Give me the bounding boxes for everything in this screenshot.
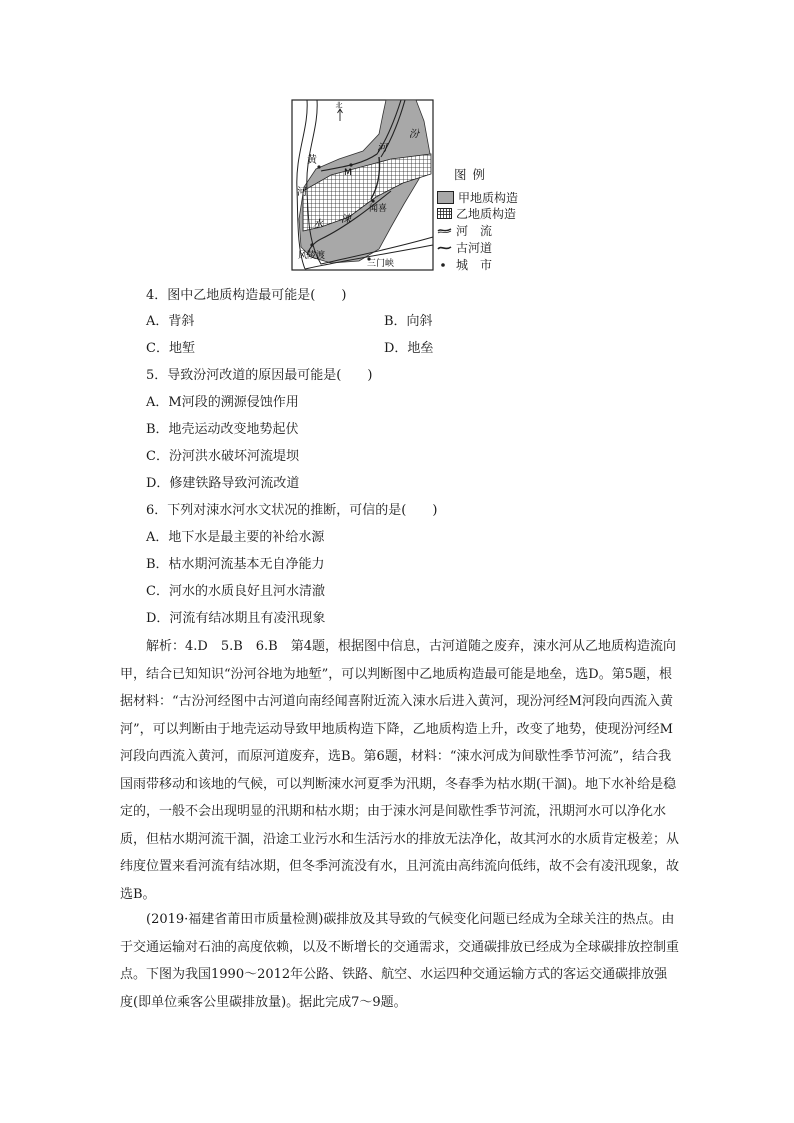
fenglingdu-label: 风陵渡 — [298, 251, 326, 261]
m-reach-label: M — [344, 168, 352, 178]
legend-label: 古河道 — [456, 240, 493, 255]
sanmenxia-label: 三门峡 — [367, 259, 395, 269]
old-river-icon — [437, 242, 452, 253]
su-label: 涑 — [341, 214, 351, 225]
grid-fill-icon — [437, 208, 452, 219]
city-marker — [317, 165, 320, 168]
analysis-text: 解析：4.D 5.B 6.B 第4题，根据图中信息，古河道随之废弃，涑水河从乙地质构造流向甲，结合已知知识“汾河谷地为地堑”，可以判断图中乙地质构造最可能是地垒，选D。第5题，根据材料：“古汾河经图中古河道向南经闻喜附近流入涑水后进入黄河，现汾河经M河段向西流入黄河”，可以判断由于地壳运动导致甲地质构造下降，乙地质构造上升，改变了地势，使现汾河经M河段向西流入黄河，而原河道废弃，选B。第6题，材料：“涑水河成为间歇性季节河流”，结合我国雨带移动和该地的气候，可以判断涑水河夏季为汛期，冬春季为枯水期(干涸)。地下水补给是稳定的，一般不会出现明显的汛期和枯水期；由于涑水河是间歇性季节河流，汛期河水可以净化水质，但枯水期河流干涸，沿途工业污水和生活污水的排放无法净化，故其河水的水质肯定极差；从纬度位置来看河流有结冰期，但冬季河流没有水，且河流由高纬流向低纬，故不会有凌汛现象，故选B。 — [120, 639, 680, 902]
city-icon — [437, 259, 452, 270]
question-5-stem: 5．导致汾河改道的原因最可能是( ) — [146, 368, 373, 383]
analysis-block — [120, 633, 680, 908]
legend-label: 甲地质构造 — [458, 190, 519, 205]
city-marker — [310, 243, 313, 246]
question-5-option-a: A．M河段的溯源侵蚀作用 — [146, 395, 299, 410]
question-5-option-b: B．地壳运动改变地势起伏 — [146, 422, 299, 437]
question-5-option-d: D．修建铁路导致河流改道 — [146, 476, 300, 491]
question-4-option-d: D．地垒 — [384, 341, 434, 356]
question-4-option-a: A．背斜 — [146, 314, 195, 329]
legend-label: 河 流 — [456, 223, 493, 238]
city-marker — [349, 163, 352, 166]
question-4-option-c: C．地堑 — [146, 341, 195, 356]
legend-item-yi — [437, 206, 516, 220]
legend-item-jia — [437, 190, 518, 204]
question-5-option-c: C．汾河洪水破坏河流堤坝 — [146, 449, 299, 464]
wenxi-label: 闻喜 — [369, 204, 388, 214]
huang-label: 黄 — [307, 155, 317, 166]
question-6-option-c: C．河水的水质良好且河水清澈 — [146, 584, 325, 599]
question-6-stem: 6．下列对涑水河水文状况的推断，可信的是( ) — [146, 503, 438, 518]
legend-item-city — [437, 257, 492, 271]
question-6-option-a: A．地下水是最主要的补给水源 — [146, 530, 325, 545]
geology-map — [291, 99, 434, 271]
legend-title: 图例 — [454, 167, 492, 182]
intro-text: (2019·福建省莆田市质量检测)碳排放及其导致的气候变化问题已经成为全球关注的热点。由于交通运输对石油的高度依赖，以及不断增长的交通需求，交通碳排放已经成为全球碳排放控制重点。下图为我国1990～2012年公路、铁路、航空、水运四种交通运输方式的客运交通碳排放强度(即单位乘客公里碳排放量)。据此完成7～9题。 — [120, 912, 680, 1010]
legend-item-old-river — [437, 240, 492, 254]
legend-item-river — [437, 223, 492, 237]
legend-label: 城 市 — [456, 257, 493, 272]
fen-river-label: 河 — [377, 143, 387, 154]
city-marker — [371, 199, 374, 202]
gray-fill-icon — [437, 191, 454, 204]
north-label: 北 — [335, 101, 343, 110]
question-4-option-b: B．向斜 — [384, 314, 433, 329]
legend-label: 乙地质构造 — [456, 206, 517, 221]
question-6-option-d: D．河流有结冰期且有凌汛现象 — [146, 611, 326, 626]
question-4-stem: 4．图中乙地质构造最可能是( ) — [146, 288, 347, 303]
shui-label: 水 — [313, 219, 323, 230]
question-6-option-b: B．枯水期河流基本无自净能力 — [146, 557, 325, 572]
river-icon — [437, 225, 452, 236]
fen-label: 汾 — [409, 129, 419, 140]
huanghe-river-label: 河 — [297, 187, 307, 198]
intro-block — [120, 906, 680, 1016]
